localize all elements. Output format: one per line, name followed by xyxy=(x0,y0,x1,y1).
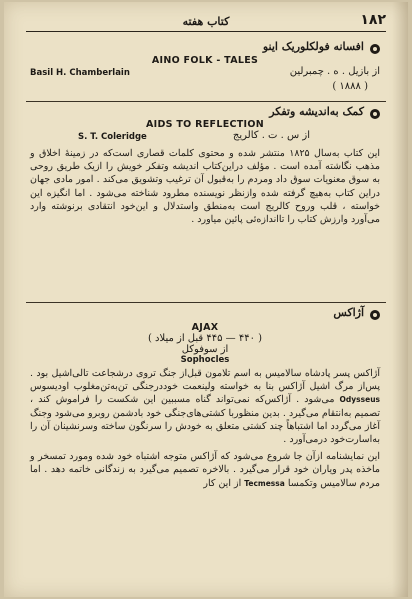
book-page xyxy=(4,2,408,597)
entry-author-en: S. T. Coleridge xyxy=(78,132,147,142)
header-rule xyxy=(26,31,386,32)
paragraph: این کتاب به‌سال ۱۸۲۵ منتشر شده و محتوی کلمات قصاری است‌که در زمینهٔ اخلاق و مذهب نگاشته آمده است . مؤلف دراین‌کتاب اندیشه وتفکر خویش را ازیک طریق روحی به سوق معنویات سوق داد ومردم را به‌قبول آن ترغیب وتشویق می‌کند . امور مادی جهان دراین کتاب به‌هیچ گرفته شده وازنظر نویسنده مطرود شناخته می‌شود . اما انگیزه این خواسته ، قلب وروح کالریج است به‌منطق واستدلال و این‌خود انتقادی برنوشته وارد می‌آورد وارزش کتاب را تااندازه‌ئی پائین میاورد . xyxy=(30,148,380,226)
inline-latin-name: Odysseus xyxy=(339,395,380,405)
entry-author-row xyxy=(30,66,380,81)
entry-author-fa: از بازیل . ه . چمبرلین xyxy=(289,66,380,77)
entry-title-en: AJAX xyxy=(191,322,219,333)
entry-description xyxy=(30,367,380,490)
bullet-icon xyxy=(370,310,380,320)
bullet-icon xyxy=(370,44,380,54)
entry-separator xyxy=(26,302,386,303)
entry-author-en: Sophocles xyxy=(180,355,230,365)
entry-date: ( ۴۴۰ — ۴۴۵ قبل از میلاد ) xyxy=(147,333,263,344)
entry-title-fa: کمک به‌اندیشه وتفکر xyxy=(269,105,364,118)
entry-aids-to-reflection xyxy=(30,105,380,226)
entry-title-en: AIDS TO REFLECTION xyxy=(145,119,265,130)
entry-year: ( ۱۸۸۸ ) xyxy=(332,81,368,92)
entry-description xyxy=(30,147,380,226)
entry-author-row xyxy=(30,130,380,145)
paragraph xyxy=(30,367,380,446)
bullet-icon xyxy=(370,109,380,119)
entry-author-en: Basil H. Chamberlain xyxy=(30,68,130,78)
entry-ajax xyxy=(30,306,380,490)
paragraph-text: می‌شود . آژاکس‌که نمی‌تواند گناه مسببین این شکست را فراموش کند ، تصمیم به‌انتقام می‌گیرد . بدین منظوربا کشتی‌های‌جنگی خود بادشمن روبرو می‌شود وجنگ آغاز می‌گردد اما اشتباهاً چند کشتی متعلق به خودش را سرنگون ساخته وسرنشینان آن را به‌اسارت‌خود درمی‌آورد . xyxy=(30,394,380,446)
page-number: ۱۸۲ xyxy=(360,12,386,28)
entry-separator xyxy=(26,101,386,102)
entry-author-fa: از سوفوکل xyxy=(181,344,229,355)
entry-aino-folk-tales xyxy=(30,40,380,92)
paragraph xyxy=(30,450,380,490)
entry-title-fa: افسانه فولکلوریک اینو xyxy=(262,40,364,53)
entry-title-en: AINO FOLK - TALES xyxy=(151,55,259,66)
running-title: کتاب هفته xyxy=(182,15,230,28)
paragraph-text: این نمایشنامه ازآن جا شروع می‌شود که آژاکس متوجه اشتباه خود شده ومورد تمسخر و ماخذه پدر ویاران خود قرار می‌گیرد . بالاخره تصمیم می‌گیرد به زندگانی خاتمه دهد . اما مردم سالامیس وتکمسا xyxy=(30,451,380,489)
paragraph-text: از این کار xyxy=(203,477,242,489)
entry-title-fa: آژاکس xyxy=(333,306,364,319)
page-header xyxy=(4,6,408,32)
entry-author-fa: از س . ت . کالریج xyxy=(232,130,310,141)
page-curl-shadow xyxy=(392,2,408,597)
paragraph-text: آژاکس پسر پادشاه سالامیس به اسم تلامون قبل‌از جنگ تروی درشجاعت تالی‌اشیل بود . پس‌از مرگ اشیل آژاکس بنا به خواسته ولینعمت خوددرجنگی تن‌به‌تن‌مغلوب اودیسوس xyxy=(30,368,380,393)
inline-latin-name: Tecmessa xyxy=(244,478,285,488)
